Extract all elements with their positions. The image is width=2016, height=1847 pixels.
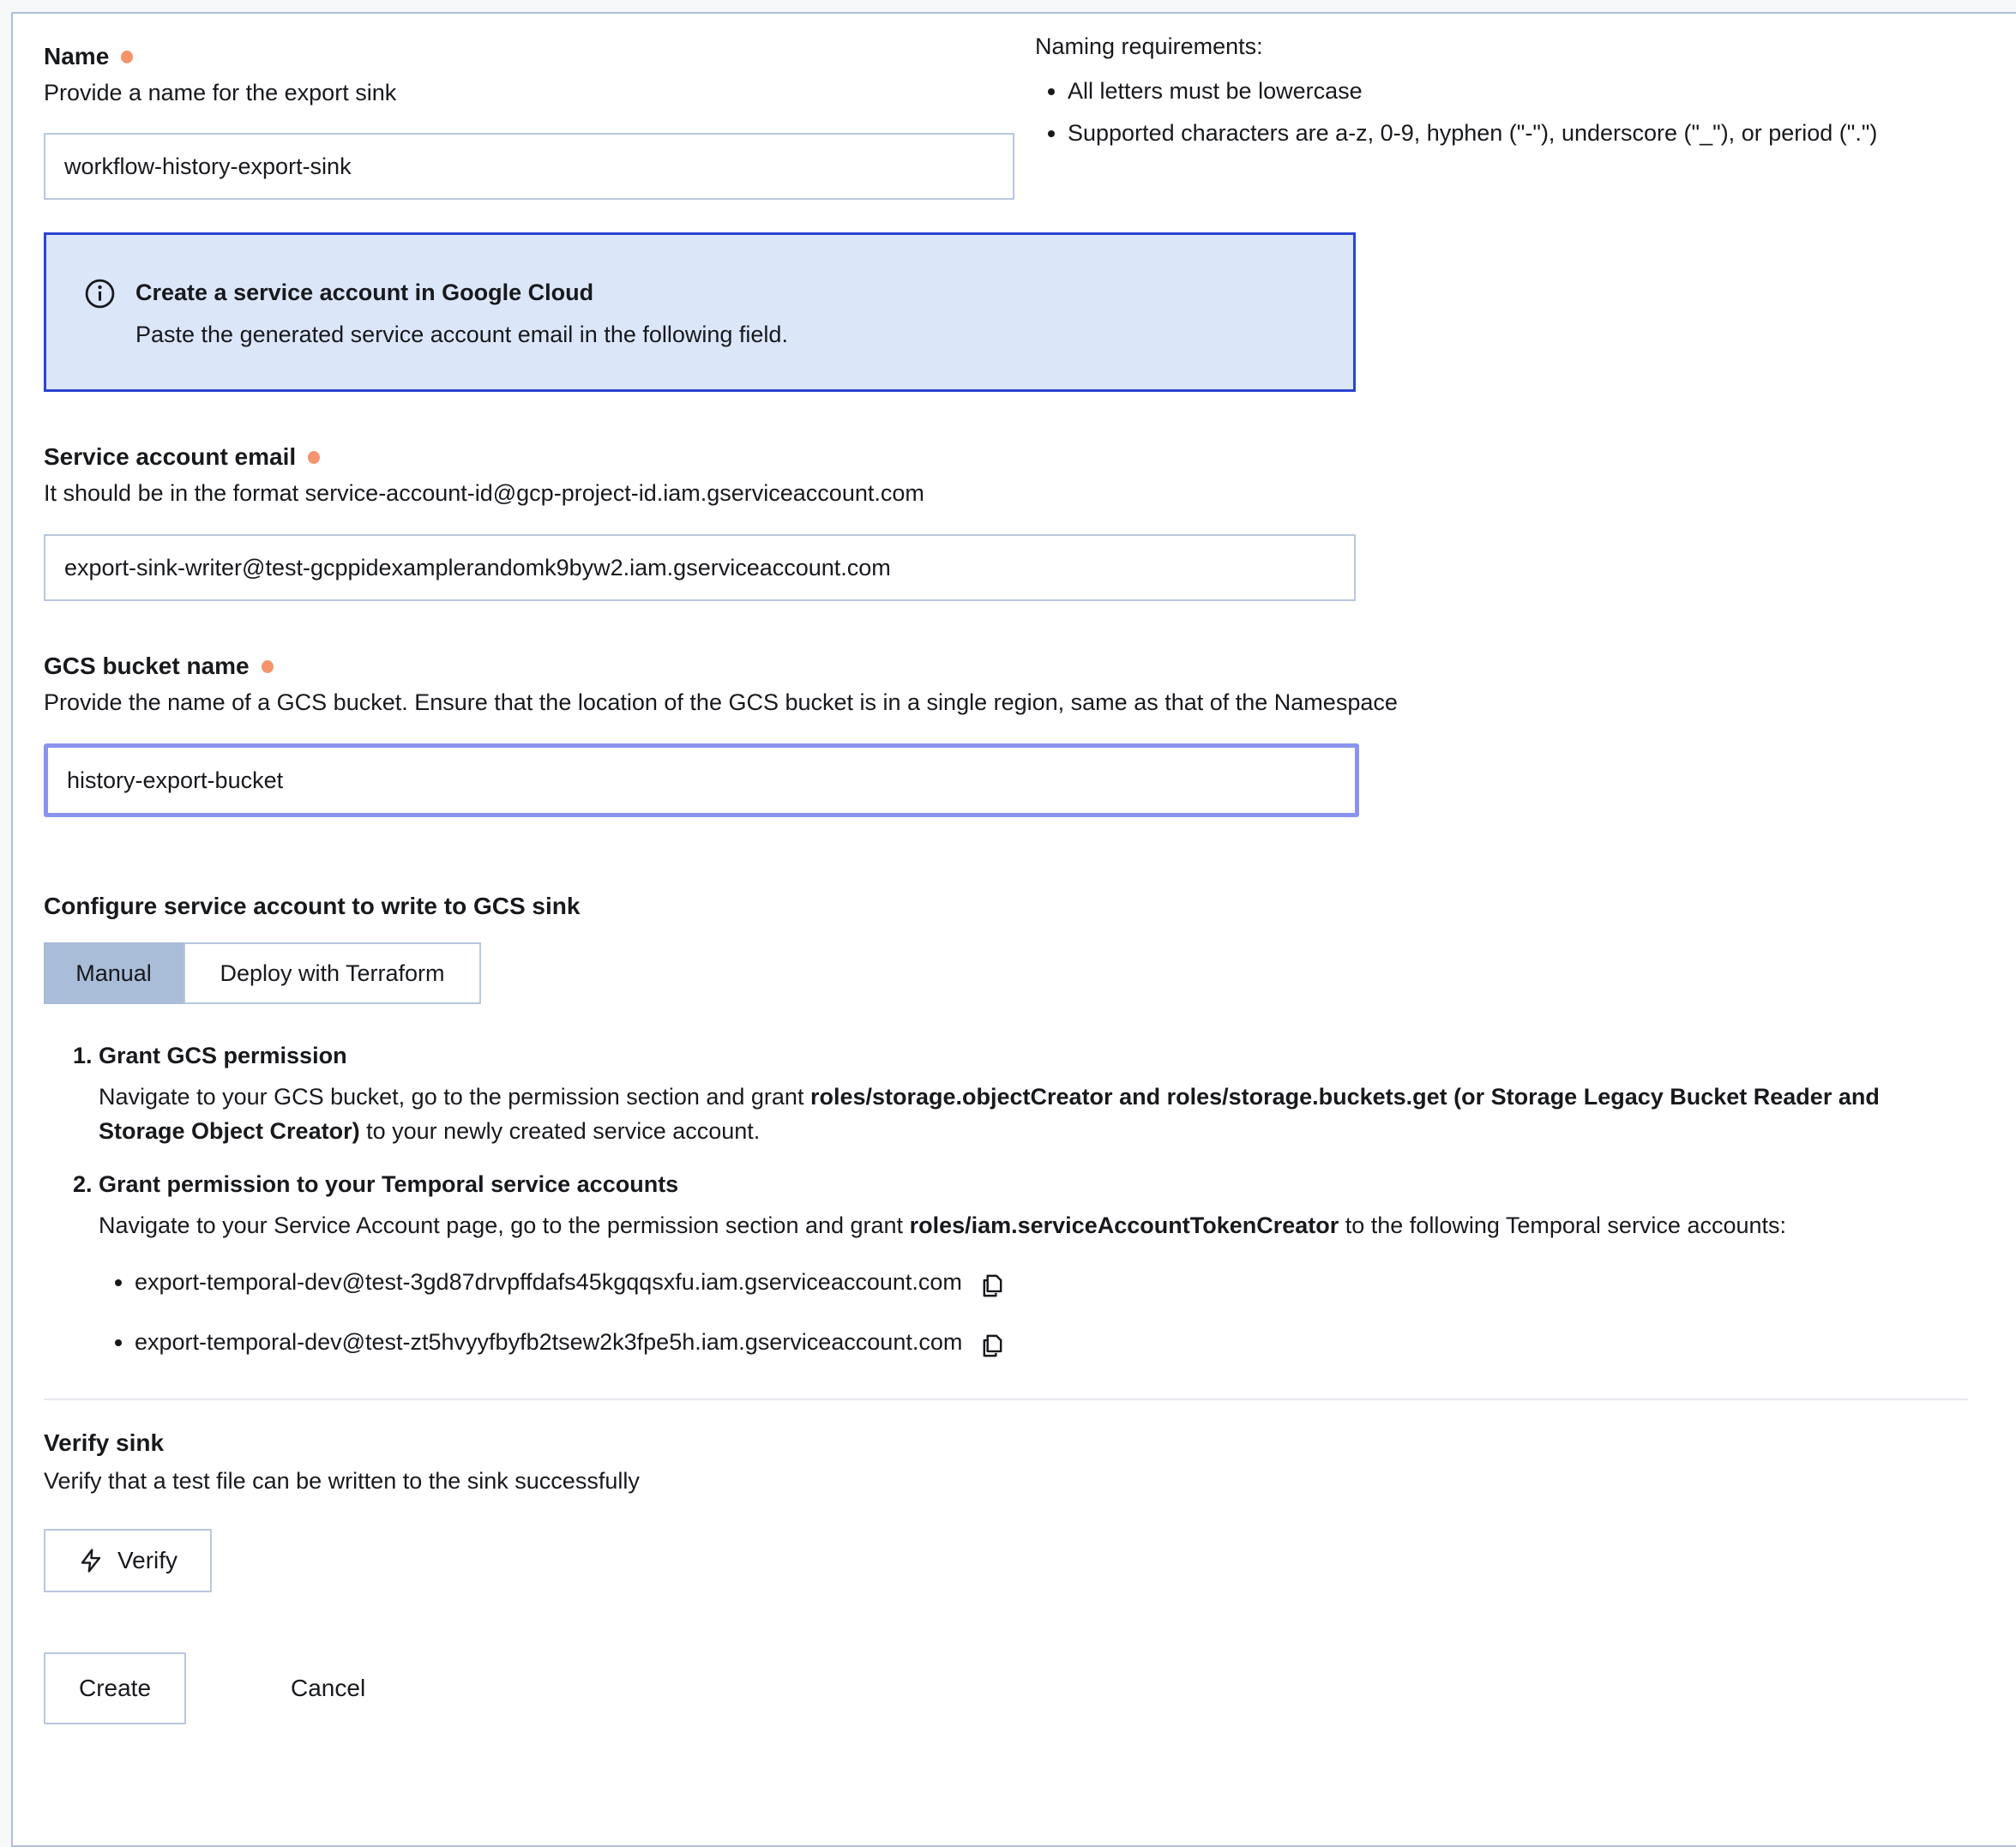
naming-requirement-item: • Supported characters are a-z, 0-9, hyphen ("-"), underscore ("_"), or period ("."): [1068, 112, 1968, 154]
cancel-button[interactable]: Cancel: [286, 1652, 370, 1703]
service-account-email-text: • export-temporal-dev@test-zt5hvyyfbyfb2tsew2k3fpe5h.iam.gserviceaccount.com: [135, 1329, 963, 1355]
verify-sink-description: Verify that a test file can be written to the sink successfully: [44, 1468, 640, 1494]
copy-icon[interactable]: [979, 1272, 1006, 1299]
verify-sink-title: Verify sink: [44, 1429, 165, 1456]
section-divider: [44, 1399, 1968, 1400]
bucket-description: Provide the name of a GCS bucket. Ensure that the location of the GCS bucket is in a single region, same as that of the Namespace: [44, 689, 1398, 715]
naming-requirements: [1035, 27, 1968, 154]
tab-manual[interactable]: Manual: [44, 942, 184, 1004]
service-account-info-box: [44, 232, 1356, 392]
bucket-label-row: [44, 649, 1968, 683]
info-box-body: Paste the generated service account email in the following field.: [135, 322, 788, 347]
step-body: Navigate to your Service Account page, go to the permission section and grant roles/iam.serviceAccountTokenCreator to the following Temporal service accounts:: [99, 1212, 1787, 1238]
gcs-bucket-name-input[interactable]: [44, 743, 1359, 817]
list-item: [135, 1265, 1968, 1299]
step-grant-temporal-permission: [99, 1167, 1968, 1359]
service-account-field-group: [44, 440, 1968, 601]
name-label: Name: [44, 43, 110, 69]
tab-deploy-with-terraform[interactable]: Deploy with Terraform: [184, 942, 481, 1004]
required-dot-icon: [262, 660, 274, 673]
configure-section-title: Configure service account to write to GCS sink: [44, 893, 581, 919]
copy-icon[interactable]: [979, 1333, 1006, 1359]
info-box-title: Create a service account in Google Cloud: [135, 280, 594, 305]
manual-steps-list: [44, 1038, 1968, 1359]
export-sink-form-panel: [11, 12, 2016, 1847]
lightning-icon: [78, 1548, 104, 1573]
step-grant-gcs-permission: [99, 1038, 1968, 1148]
create-button[interactable]: Create: [44, 1652, 186, 1724]
naming-requirements-list: [1035, 70, 1968, 154]
info-box-text: [135, 276, 1322, 352]
name-field-group: [44, 27, 1014, 200]
service-account-label-row: [44, 440, 1968, 474]
bucket-field-group: [44, 649, 1968, 817]
info-icon: [84, 276, 118, 352]
temporal-service-accounts-list: [99, 1265, 1968, 1359]
form-content: [13, 14, 1968, 1724]
step-title: Grant permission to your Temporal service accounts: [99, 1171, 679, 1197]
service-account-email-text: • export-temporal-dev@test-3gd87drvpffdafs45kgqqsxfu.iam.gserviceaccount.com: [135, 1269, 962, 1295]
required-dot-icon: [121, 51, 133, 63]
service-account-label: Service account email: [44, 443, 297, 470]
configure-tabs: [44, 942, 481, 1004]
form-actions: [44, 1652, 1968, 1724]
step-body: Navigate to your GCS bucket, go to the permission section and grant roles/storage.objectCreator and roles/storage.buckets.get (or Storage Legacy Bucket Reader and Storage Object Creator) to your newly created service account.: [99, 1084, 1880, 1144]
step-title: Grant GCS permission: [99, 1043, 347, 1068]
verify-button[interactable]: [44, 1529, 212, 1592]
required-dot-icon: [308, 451, 320, 464]
service-account-email-input[interactable]: [44, 534, 1356, 601]
name-input[interactable]: [44, 133, 1014, 200]
name-label-row: [44, 39, 1014, 74]
top-section: [44, 27, 1968, 200]
naming-requirements-title: Naming requirements:: [1035, 33, 1263, 59]
list-item: [135, 1325, 1968, 1359]
naming-requirement-item: • All letters must be lowercase: [1068, 70, 1968, 112]
service-account-description: It should be in the format service-account-id@gcp-project-id.iam.gserviceaccount.com: [44, 480, 924, 506]
name-description: Provide a name for the export sink: [44, 80, 397, 105]
verify-button-label: Verify: [117, 1547, 178, 1573]
bucket-label: GCS bucket name: [44, 653, 250, 679]
